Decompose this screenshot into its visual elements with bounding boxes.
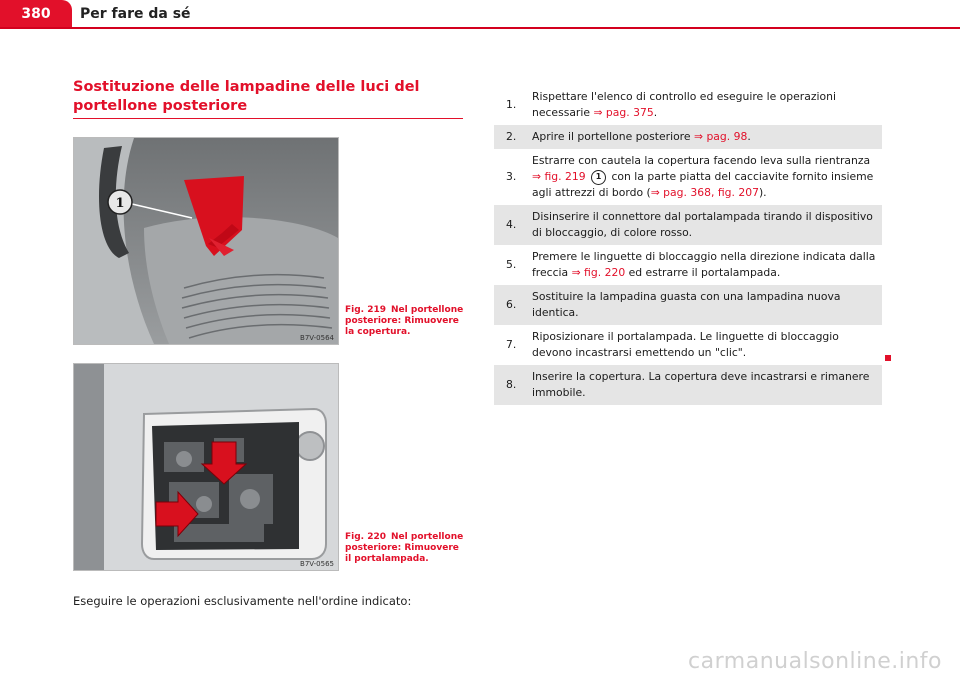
- step-text-part: ).: [758, 186, 767, 199]
- step-text: [532, 89, 882, 121]
- step-row: [494, 285, 882, 325]
- step-number: 5.: [506, 258, 517, 271]
- figure-label: Fig. 219: [345, 305, 387, 315]
- step-row: [494, 325, 882, 365]
- running-header-title: Per fare da sé: [80, 6, 191, 22]
- step-text: [532, 129, 882, 145]
- step-row: [494, 205, 882, 245]
- step-number: 3.: [506, 170, 517, 183]
- step-text-part: .: [653, 106, 658, 119]
- figure-219-image: [73, 137, 339, 345]
- figure-220-caption: [345, 532, 465, 565]
- figure-219-caption: [345, 305, 465, 338]
- steps-table: [494, 85, 882, 405]
- section-rule: [73, 118, 463, 119]
- watermark: carmanualsonline.info: [688, 649, 942, 674]
- section-title: Sostituzione delle lampadine delle luci del portellone posteriore: [73, 79, 420, 114]
- step-text-part: Rispettare l'elenco di controllo ed eseguire le operazioni necessarie: [532, 90, 836, 119]
- step-number: 6.: [506, 298, 517, 311]
- cross-reference-link[interactable]: ⇒ pag. 368, fig. 207: [650, 186, 759, 199]
- step-text: Riposizionare il portalampada. Le linguette di bloccaggio devono incastrarsi emettendo un "clic".: [532, 330, 839, 359]
- callout-marker-icon: 1: [591, 170, 606, 185]
- cross-reference-link[interactable]: ⇒ pag. 98: [693, 130, 748, 143]
- figure-code: B7V-0564: [300, 334, 334, 342]
- step-text-part: Aprire il portellone posteriore: [532, 130, 694, 143]
- step-text: [532, 153, 882, 201]
- step-text: [532, 249, 882, 281]
- section-end-marker: [885, 355, 891, 361]
- step-number: 4.: [506, 218, 517, 231]
- figure-code: B7V-0565: [300, 560, 334, 568]
- cross-reference-link[interactable]: ⇒ fig. 220: [571, 266, 626, 279]
- step-row: [494, 365, 882, 405]
- step-text-part: Premere le linguette di bloccaggio nella direzione indicata dalla freccia: [532, 250, 876, 279]
- cross-reference-link[interactable]: ⇒ fig. 219: [532, 170, 586, 183]
- step-text-part: Estrarre con cautela la copertura facendo leva sulla rientranza: [532, 154, 871, 167]
- cross-reference-link[interactable]: ⇒ pag. 375: [593, 106, 654, 119]
- step-text: Inserire la copertura. La copertura deve incastrarsi e rimanere immobile.: [532, 370, 870, 399]
- intro-text: Eseguire le operazioni esclusivamente nell'ordine indicato:: [73, 594, 412, 608]
- step-number: 8.: [506, 378, 517, 391]
- figure-caption-text: Nel portellone posteriore: Rimuovere il portalampada.: [345, 532, 464, 564]
- step-number: 2.: [506, 130, 517, 143]
- page-number: 380: [0, 0, 72, 28]
- step-number: 7.: [506, 338, 517, 351]
- step-text: Disinserire il connettore dal portalampada tirando il dispositivo di bloccaggio, di colore rosso.: [532, 210, 873, 239]
- step-row: [494, 85, 882, 125]
- step-row: [494, 125, 882, 149]
- step-row: [494, 149, 882, 205]
- step-text-part: ed estrarre il portalampada.: [625, 266, 781, 279]
- step-text: Sostituire la lampadina guasta con una lampadina nuova identica.: [532, 290, 841, 319]
- figure-220-image: [73, 363, 339, 571]
- figure-caption-text: Nel portellone posteriore: Rimuovere la copertura.: [345, 305, 464, 337]
- figure-label: Fig. 220: [345, 532, 387, 542]
- step-number: 1.: [506, 98, 517, 111]
- figure-callout-1: 1: [115, 196, 125, 211]
- step-text-part: con la parte piatta del cacciavite fornito insieme agli attrezzi di bordo (: [532, 170, 874, 199]
- header-rule: [0, 27, 960, 29]
- step-row: [494, 245, 882, 285]
- step-text-part: .: [747, 130, 751, 143]
